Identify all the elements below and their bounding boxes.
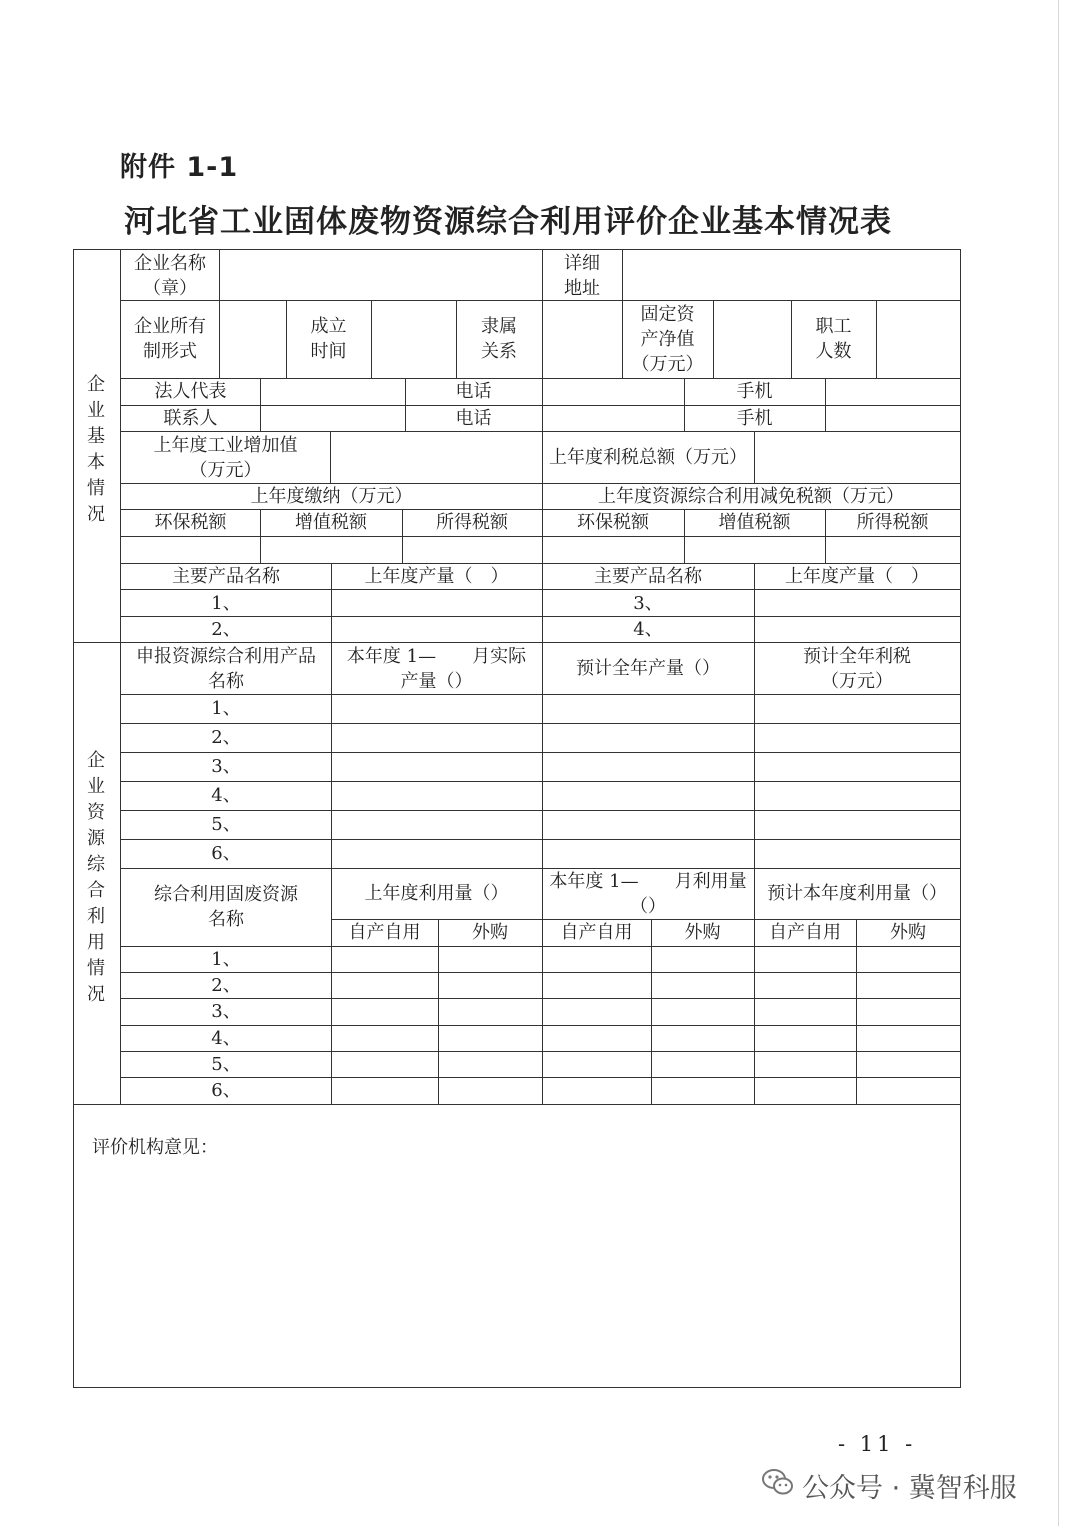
- resource-row-3: 3、: [211, 756, 241, 777]
- legal-rep-label: 法人代表: [154, 381, 227, 402]
- self-use-2: 自产自用: [560, 922, 633, 943]
- forecast-usage-header: 预计本年度利用量（）: [767, 883, 947, 904]
- wechat-icon: [760, 1467, 796, 1504]
- section-basic-text: 企 业 基 本 情 况: [87, 374, 105, 525]
- self-use-1: 自产自用: [348, 922, 421, 943]
- address-label: 详细 地址: [564, 253, 600, 299]
- waste-row-5: 5、: [211, 1054, 241, 1075]
- taxes-paid-label: 上年度缴纳（万元）: [250, 486, 413, 507]
- contact-mobile-label: 手机: [736, 408, 773, 429]
- resource-row-4: 4、: [211, 785, 241, 806]
- employees-label: 职工 人数: [815, 316, 852, 362]
- watermark: [760, 1466, 1017, 1505]
- actual-output-header: 本年度 1— 月实际 产量（）: [346, 646, 527, 692]
- section-resource-text: 企 业 资 源 综 合 利 用 情 况: [87, 750, 105, 1005]
- phone-label: 电话: [455, 381, 492, 402]
- contact-phone-label: 电话: [455, 408, 492, 429]
- relief-type-env: 环保税额: [577, 512, 649, 533]
- resource-row-5: 5、: [211, 814, 241, 835]
- resource-product-header: 申报资源综合利用产品 名称: [136, 646, 316, 692]
- waste-row-1: 1、: [211, 949, 241, 970]
- tax-type-env: 环保税额: [154, 512, 227, 533]
- ownership-label: 企业所有 制形式: [134, 316, 206, 362]
- forecast-tax-header: 预计全年利税 （万元）: [803, 646, 911, 692]
- page-number: - 11 -: [838, 1432, 917, 1456]
- tax-relief-label: 上年度资源综合利用减免税额（万元）: [598, 486, 904, 507]
- product-name-header-2: 主要产品名称: [594, 566, 702, 587]
- profit-tax-label: 上年度利税总额（万元）: [549, 447, 747, 468]
- evaluation-opinion-label: 评价机构意见：: [92, 1137, 218, 1158]
- purchased-3: 外购: [890, 922, 926, 943]
- mobile-label: 手机: [736, 381, 773, 402]
- industrial-value-label: 上年度工业增加值 （万元）: [153, 435, 298, 481]
- last-output-header-1: 上年度产量（ ）: [364, 566, 509, 587]
- resource-row-2: 2、: [211, 727, 241, 748]
- purchased-1: 外购: [472, 922, 508, 943]
- affiliation-label: 隶属 关系: [481, 316, 517, 362]
- product-row-4: 4、: [633, 619, 663, 640]
- waste-name-header: 综合利用固废资源 名称: [154, 884, 298, 930]
- relief-type-income: 所得税额: [856, 512, 929, 533]
- watermark-text: 公众号 · 冀智科服: [802, 1473, 1017, 1504]
- product-row-3: 3、: [633, 593, 663, 614]
- self-use-3: 自产自用: [769, 922, 841, 943]
- product-row-2: 2、: [211, 619, 241, 640]
- last-usage-header: 上年度利用量（）: [364, 883, 509, 904]
- contact-label: 联系人: [163, 408, 218, 429]
- product-name-header-1: 主要产品名称: [172, 566, 280, 587]
- tax-type-vat: 增值税额: [295, 512, 367, 533]
- waste-row-4: 4、: [211, 1028, 241, 1049]
- waste-row-3: 3、: [211, 1001, 241, 1022]
- forecast-output-header: 预计全年产量（）: [576, 658, 720, 679]
- fixed-assets-label: 固定资 产净值 （万元）: [631, 304, 704, 375]
- product-row-1: 1、: [211, 593, 241, 614]
- resource-row-6: 6、: [211, 843, 241, 864]
- current-usage-header: 本年度 1— 月利用量 （）: [549, 871, 747, 917]
- waste-row-2: 2、: [211, 975, 241, 996]
- waste-row-6: 6、: [211, 1080, 241, 1101]
- last-output-header-2: 上年度产量（ ）: [785, 566, 929, 587]
- attachment-label: 附件 1-1: [120, 152, 239, 183]
- established-label: 成立 时间: [310, 316, 347, 362]
- resource-row-1: 1、: [211, 698, 241, 719]
- tax-type-income: 所得税额: [436, 512, 508, 533]
- document-title: 河北省工业固体废物资源综合利用评价企业基本情况表: [124, 204, 892, 240]
- purchased-2: 外购: [684, 922, 721, 943]
- company-name-label: 企业名称 （章）: [134, 253, 206, 299]
- relief-type-vat: 增值税额: [718, 512, 791, 533]
- scan-edge-line: [1058, 0, 1059, 1526]
